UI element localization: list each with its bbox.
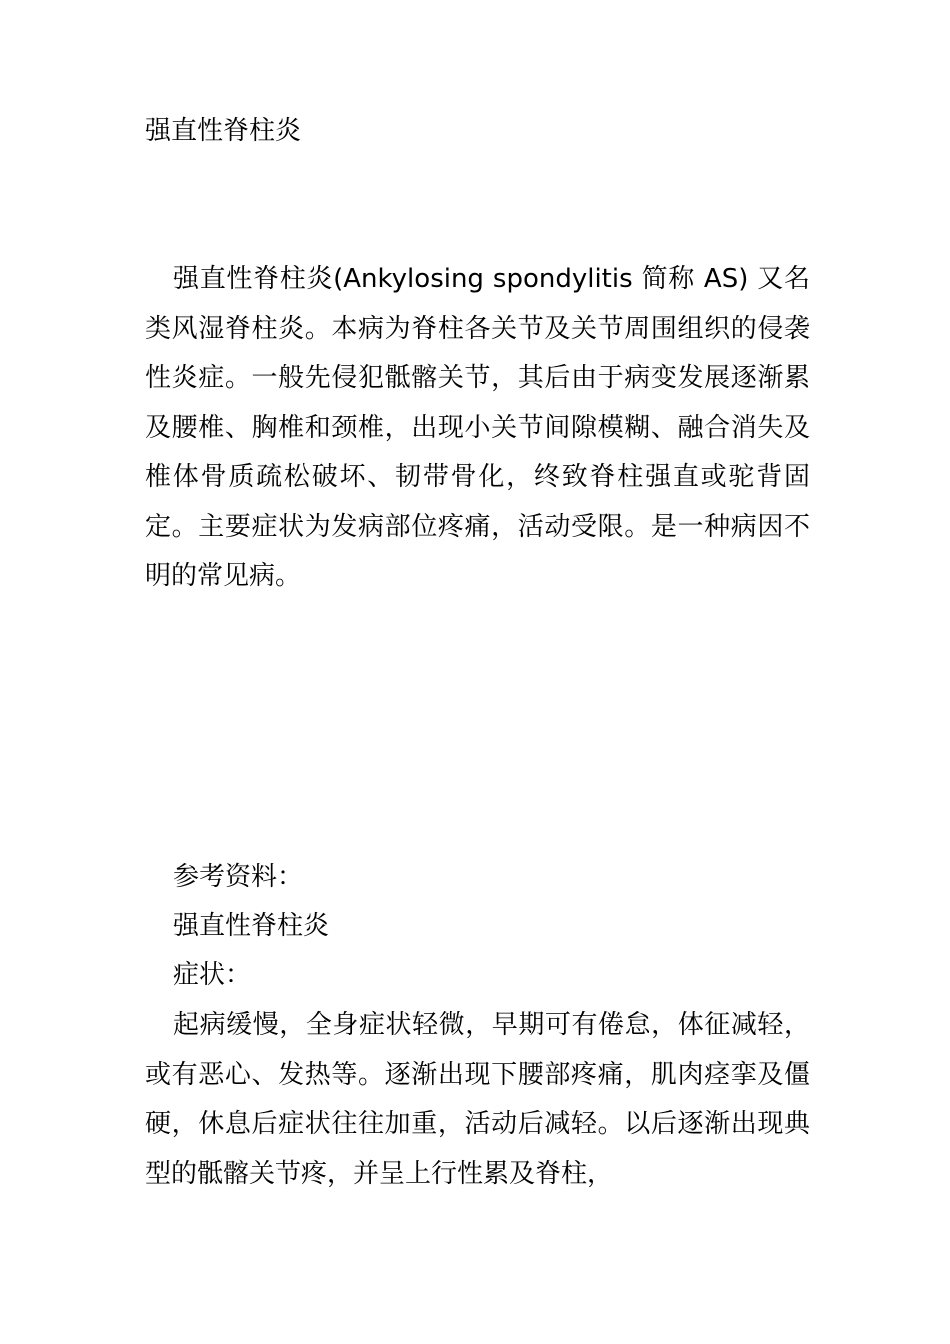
document-title: 强直性脊柱炎 [145, 116, 302, 146]
symptoms-label: 症状： [173, 960, 252, 990]
symptoms-paragraph: 起病缓慢，全身症状轻微，早期可有倦怠，体征减轻，或有恶心、发热等。逐渐出现下腰部疼痛，肌肉痉挛及僵硬，休息后症状往往加重，活动后减轻。以后逐渐出现典型的骶髂关节疼，并呈上行性累及脊柱， [145, 1010, 810, 1189]
references-heading: 参考资料： [173, 862, 304, 892]
references-title: 强直性脊柱炎 [173, 911, 330, 941]
intro-paragraph: 强直性脊柱炎(Ankylosing spondylitis 简称 AS) 又名类风湿脊柱炎。本病为脊柱各关节及关节周围组织的侵袭性炎症。一般先侵犯骶髂关节，其后由于病变发展逐渐累及腰椎、胸椎和颈椎，出现小关节间隙模糊、融合消失及椎体骨质疏松破坏、韧带骨化，终致脊柱强直或驼背固定。主要症状为发病部位疼痛，活动受限。是一种病因不明的常见病。 [145, 264, 810, 591]
